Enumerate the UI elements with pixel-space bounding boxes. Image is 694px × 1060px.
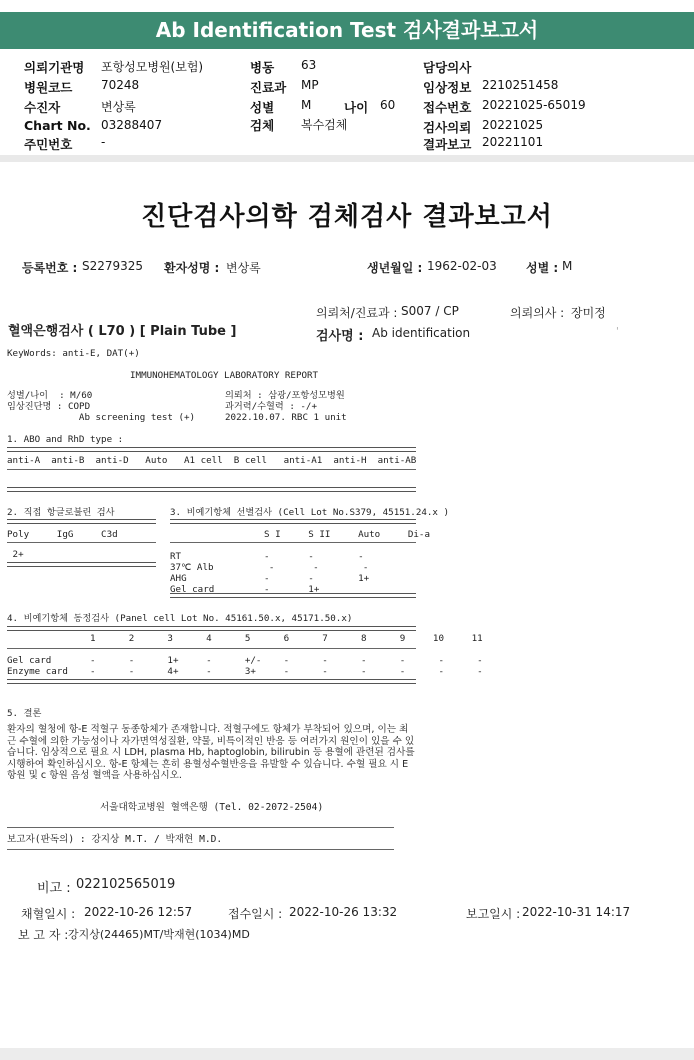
dob-value: 1962-02-03 [427,259,497,273]
dat-section-title: 2. 직접 항글로불린 검사 [7,507,115,518]
age-label: 나이 [344,100,369,115]
rule [7,469,416,470]
report-sex-label: 성별 : [526,261,559,275]
hospital-label: 의뢰기관명 [24,60,85,75]
referring-doctor-label: 의뢰의사 : [510,306,565,320]
rule [7,648,416,649]
ward-label: 병동 [250,60,275,75]
referring-doctor-value: 장미정 [571,306,606,320]
dept-value: S007 / CP [401,304,459,318]
hospital-code-label: 병원코드 [24,80,73,95]
hospital-value: 포항성모병원(보험) [101,60,204,74]
sex-value: M [301,98,312,112]
test-name-label: 검사명 : [316,329,364,344]
department-value: MP [301,78,319,92]
rule [7,827,394,828]
patient-value: 변상록 [101,100,136,114]
double-rule [7,562,156,567]
patient-info-right: 의뢰처 : 삼광/포항성모병원 과거력/수혈력 : -/+ 2022.10.07. RBC 1 unit [225,390,347,423]
dept-label: 의뢰처/진료과 : [316,306,398,320]
receive-time-label: 접수일시 : [228,907,283,921]
request-date-value: 20221025 [482,118,544,132]
request-date-label: 검사의뢰 [423,120,472,135]
bottom-reporter-label: 보 고 자 : [18,928,69,942]
attending-doctor-label: 담당의사 [423,60,472,75]
keywords: KeyWords: anti-E, DAT(+) [7,348,140,359]
specimen-value: 복수검체 [301,118,348,132]
reg-no-label: 등록번호 : [22,261,78,275]
patient-info-left: 성별/나이 : M/60 임상진단명 : COPD Ab screening test (+) [7,390,196,423]
abo-section-title: 1. ABO and RhD type : [7,434,124,445]
bottom-reporter-value: 강지상(24465)MT/박재현(1034)MD [68,928,250,941]
report-date-value: 20221101 [482,135,544,149]
collect-time-label: 채혈일시 : [21,907,76,921]
chart-no-label: Chart No. [24,118,91,133]
double-rule [170,593,416,598]
conclusion-title: 5. 결론 [7,708,42,719]
double-rule [7,519,156,524]
abo-table-header: anti-A anti-B anti-D Auto A1 cell B cell anti-A1 anti-H anti-AB [7,455,417,466]
double-rule [7,447,416,452]
ident-table-header: 1 2 3 4 5 6 7 8 9 10 11 [7,633,483,644]
hospital-bloodbank: 서울대학교병원 혈액은행 (Tel. 02-2072-2504) [100,802,324,813]
report-header-title: Ab Identification Test 검사결과보고서 [0,12,694,49]
specimen-label: 검체 [250,118,275,133]
lab-report-title: IMMUNOHEMATOLOGY LABORATORY REPORT [130,370,319,381]
double-rule [7,626,416,631]
report-time-value: 2022-10-31 14:17 [522,905,631,919]
resident-no-value: - [101,135,106,149]
rule [7,849,394,850]
double-rule [7,679,416,684]
note-label: 비고 : [37,881,71,896]
department-label: 진료과 [250,80,287,95]
patient-name-label: 환자성명 : [164,261,220,275]
sex-label: 성별 [250,100,275,115]
ward-value: 63 [301,58,317,72]
receive-time-value: 2022-10-26 13:32 [289,905,398,919]
double-rule [170,519,416,524]
patient-label: 수진자 [24,100,61,115]
receipt-no-value: 20221025-65019 [482,98,586,112]
report-date-label: 결과보고 [423,137,472,152]
screen-section-title: 3. 비예기항체 선별검사 (Cell Lot No.S379, 45151.24.x ) [170,507,450,518]
hospital-code-value: 70248 [101,78,140,92]
age-value: 60 [380,98,396,112]
dat-result: 2+ [7,549,24,560]
stray-mark: ' [616,326,619,337]
dat-table-header: Poly IgG C3d [7,529,118,540]
clinical-info-value: 2210251458 [482,78,559,92]
report-time-label: 보고일시 : [466,907,521,921]
ident-table-rows: Gel card - - 1+ - +/- - - - - - - Enzyme card - - 4+ - 3+ - - - - - - [7,655,483,677]
report-title: 진단검사의학 검체검사 결과보고서 [141,202,553,232]
patient-name-value: 변상록 [226,261,261,275]
rule [170,542,416,543]
screen-table: S I S II Auto Di-a RT - - - 37℃ Alb - - - AHG - - 1+ Gel card - 1+ [170,529,430,595]
test-section-title: 혈액은행검사 ( L70 ) [ Plain Tube ] [8,324,237,339]
resident-no-label: 주민번호 [24,137,73,152]
dob-label: 생년월일 : [367,261,423,275]
double-rule [7,487,416,492]
note-value: 022102565019 [76,877,176,892]
report-sex-value: M [562,259,573,273]
footer-bar [0,1048,694,1060]
collect-time-value: 2022-10-26 12:57 [84,905,193,919]
conclusion-text: 환자의 혈청에 항-E 적혈구 동종항체가 존재합니다. 적혈구에도 항체가 부착되어 있으며, 이는 최근 수혈에 의한 가능성이나 자가면역성질환, 약물, 비특이적인 반응 등 여러가지 원인이 있을 수 있습니다. 임상적으로 필요 시 LDH, plasma Hb, haptoglobin, bilirubin 등 용혈에 관련된 검사를 시행하여 확인하십시오. 항-E 항체는 흔히 용혈성수혈반응을 유발할 수 있습니다. 수혈 필요 시 E 항원 및 c 항원 음성 혈액을 사용하십시오. [7,724,415,782]
test-name-value: Ab identification [372,326,471,340]
clinical-info-label: 임상정보 [423,80,472,95]
reg-no-value: S2279325 [82,259,144,273]
rule [7,542,156,543]
header-separator [0,155,694,162]
ident-section-title: 4. 비예기항체 동정검사 (Panel cell Lot No. 45161.50.x, 45171.50.x) [7,613,353,624]
reporter-line: 보고자(판독의) : 강지상 M.T. / 박재현 M.D. [7,834,223,845]
chart-no-value: 03288407 [101,118,163,132]
receipt-no-label: 접수번호 [423,100,472,115]
